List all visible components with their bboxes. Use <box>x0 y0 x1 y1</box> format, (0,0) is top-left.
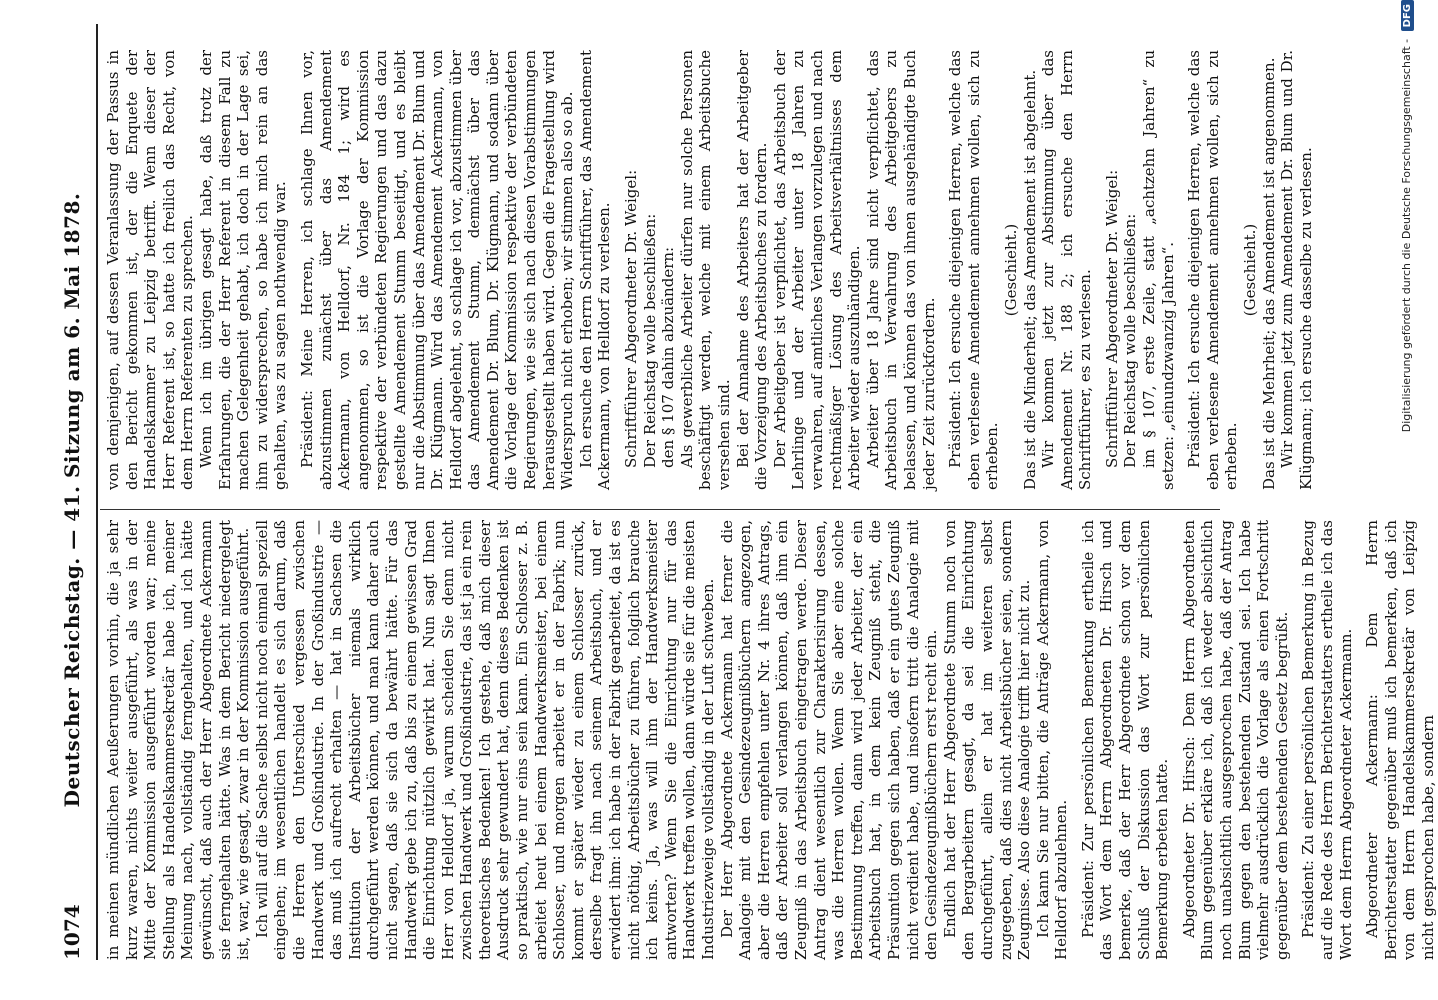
paragraph: von demjenigen, auf dessen Veranlassung der Passus in den Bericht gekommen ist, der die Enquete der Handelskammer zu Leipzig betrifft. Wenn dieser der Herr Referent ist, so hatte ich freilich das Recht, von dem Herrn Referenten zu sprechen. <box>104 50 197 490</box>
paragraph: Präsident: Ich ersuche diejenigen Herren, welche das eben verlesene Amendement annehmen wollen, sich zu erheben. <box>1185 50 1241 490</box>
page-number: 1074 <box>60 904 84 960</box>
left-column <box>104 520 1438 960</box>
paragraph: Arbeiter über 18 Jahre sind nicht verpflichtet, das Arbeitsbuch in Verwahrung des Arbeitgebers zu belassen, und können das von ihnen ausgehändigte Buch jeder Zeit zurückfordern. <box>863 50 938 490</box>
credit-text: Digitalisierung gefördert durch die Deutsche Forschungsgemeinschaft - <box>1400 38 1413 433</box>
paragraph: Ich will auf die Sache selbst nicht noch einmal speziell eingehen; im wesentlichen handelt es sich darum, daß die Herren den Unterschied vergessen zwischen Handwerk und Großindustrie. In der Großindustrie — das muß ich aufrecht erhalten — hat in Sachsen die Institution der Arbeitsbücher niemals wirklich durchgeführt werden können, und man kann daher auch nicht sagen, daß sie sich da bewährt hätte. Für das Handwerk gebe ich zu, daß bis zu einem gewissen Grad die Einrichtung nützlich gewirkt hat. Nun sagt Ihnen Herr von Helldorf ja, warum scheiden Sie denn nicht zwischen Handwerk und Großindustrie, das ist ja ein rein theoretisches Bedenken! Ich gestehe, daß mich dieser Ausdruck sehr gewundert hat, denn dieses Bedenken ist so praktisch, wie nur eins sein kann. Ein Schlosser z. B. arbeitet heut bei einem Handwerksmeister, bei einem Schlosser, und morgen arbeitet er in der Fabrik; nun kommt er später wieder zu einem Schlosser zurück, derselbe fragt ihn nach seinem Arbeitsbuch, und er erwidert ihm: ich habe in der Fabrik gearbeitet, da ist es nicht nöthig, Arbeitsbücher zu führen, folglich brauche ich keins. Ja, was will ihm der Handwerksmeister antworten? Wenn Sie die Einrichtung nur für das Handwerk treffen wollen, dann würde sie für die meisten Industriezweige vollständig in der Luft schweben. <box>252 520 717 960</box>
paragraph: Abgeordneter Ackermann: Dem Herrn Berichterstatter gegenüber muß ich bemerken, daß ich von dem Herrn Handelskammersekretär von Leipzig nicht gesprochen habe, sondern <box>1363 520 1437 960</box>
paragraph: Wir kommen jetzt zur Abstimmung über das Amendement Nr. 188 2; ich ersuche den Herrn Schriftführer, es zu verlesen. <box>1039 50 1095 490</box>
right-column <box>104 50 1315 490</box>
paragraph: Schriftführer Abgeordneter Dr. Weigel: <box>1102 169 1121 468</box>
paragraph: Das ist die Minderheit; das Amendement ist abgelehnt. <box>1020 69 1039 490</box>
paragraph: Bei der Annahme des Arbeiters hat der Arbeitgeber die Vorzeigung des Arbeitsbuches zu fordern. <box>733 50 771 490</box>
paragraph: Präsident: Ich ersuche diejenigen Herren, welche das eben verlesene Amendement annehmen wollen, sich zu erheben. <box>946 50 1002 490</box>
paragraph: Wir kommen jetzt zum Amendement Dr. Blum und Dr. Klügmann; ich ersuche dasselbe zu verlesen. <box>1278 50 1315 490</box>
paragraph: im § 107, erste Zeile, statt „achtzehn Jahren“ zu setzen: „einundzwanzig Jahren“. <box>1140 50 1177 490</box>
paragraph: Endlich hat der Herr Abgeordnete Stumm noch von den Bergarbeitern gesagt, da sei die Einrichtung durchgeführt, allein er hat im weiteren selbst zugegeben, daß dies nicht Arbeitsbücher seien, sondern Zeugnisse. Also diese Analogie trifft hier nicht zu. <box>940 520 1034 960</box>
paragraph: Präsident: Zur persönlichen Bemerkung ertheile ich das Wort dem Herrn Abgeordneten Dr. Hirsch und bemerke, daß der Herr Abgeordnete schon vor dem Schluß der Diskussion das Wort zur persönlichen Bemerkung erbeten hatte. <box>1078 520 1172 960</box>
header-rule <box>96 24 98 960</box>
paragraph: Der Reichstag wolle beschließen: <box>640 213 659 468</box>
stage-direction: (Geschieht.) <box>1001 223 1020 317</box>
column-divider <box>100 509 1220 510</box>
paragraph: den § 107 dahin abzuändern: <box>659 246 678 468</box>
paragraph: Abgeordneter Dr. Hirsch: Dem Herrn Abgeordneten Blum gegenüber erkläre ich, daß ich weder absichtlich noch unabsichtlich ausgesprochen habe, daß der Antrag Blum gegen den bestehenden Zustand sei. Ich habe vielmehr ausdrücklich die Vorlage als einen Fortschritt gegenüber dem bestehenden Gesetz begrüßt. <box>1179 520 1291 960</box>
paragraph: Wenn ich im übrigen gesagt habe, daß trotz der Erfahrungen, die der Herr Referent in diesem Fall zu machen Gelegenheit gehabt, ich doch in der Lage sei, ihm zu widersprechen, so habe ich mich rein an das gehalten, was zu sagen nothwendig war. <box>196 50 290 490</box>
dfg-logo: DFG <box>1401 0 1414 31</box>
paragraph: Der Reichstag wolle beschließen: <box>1121 213 1140 468</box>
paragraph: Als gewerbliche Arbeiter dürfen nur solche Personen beschäftigt werden, welche mit einem Arbeitsbuche versehen sind. <box>677 50 733 490</box>
paragraph: Präsident: Meine Herren, ich schlage Ihnen vor, abzustimmen zunächst über das Amendement Ackermann, von Helldorf, Nr. 184 1; wird es angenommen, so ist die Vorlage der Kommission respektive der verbündeten Regierungen und das dazu gestellte Amendement Stumm beseitigt, und es bleibt nur die Abstimmung über das Amendement Dr. Blum und Dr. Klügmann. Wird das Amendement Ackermann, von Helldorf abgelehnt, so schlage ich vor, abzustimmen über das Amendement Stumm, demnächst über das Amendement Dr. Blum, Dr. Klügmann, und sodann über die Vorlage der Kommission respektive der verbündeten Regierungen, wie sie sich nach diesen Vorabstimmungen herausgestellt haben wird. Gegen die Fragestellung wird Widerspruch nicht erhoben; wir stimmen also so ab. <box>297 50 577 490</box>
paragraph: Ich ersuche den Herrn Schriftführer, das Amendement Ackermann, von Helldorf zu verlesen. <box>576 50 614 490</box>
paragraph: Der Herr Abgeordnete Ackermann hat ferner die Analogie mit den Gesindezeugnißbüchern angezogen, aber die Herren empfehlen unter Nr. 4 ihres Antrags, daß der Arbeiter soll verlangen können, daß ihm ein Zeugniß in das Arbeitsbuch eingetragen werde. Dieser Antrag dient wesentlich zur Charakterisirung dessen, was die Herren wollen. Wenn Sie aber eine solche Bestimmung treffen, dann wird jeder Arbeiter, der ein Arbeitsbuch hat, in dem kein Zeugniß steht, die Präsumtion gegen sich haben, daß er ein gutes Zeugniß nicht verdient habe, und insofern tritt die Analogie mit den Gesindezeugnißbüchern erst recht ein. <box>717 520 941 960</box>
paragraph: Der Arbeitgeber ist verpflichtet, das Arbeitsbuch der Lehrlinge und der Arbeiter unter 18 Jahren zu verwahren, auf amtliches Verlangen vorzulegen und nach rechtmäßiger Lösung des Arbeitsverhältnisses dem Arbeiter wieder auszuhändigen. <box>770 50 864 490</box>
stage-direction: (Geschieht.) <box>1241 223 1260 317</box>
page-header <box>52 0 92 1000</box>
running-head: Deutscher Reichstag. — 41. Sitzung am 6. Mai 1878. <box>60 192 84 808</box>
paragraph: Präsident: Zu einer persönlichen Bemerkung in Bezug auf die Rede des Herrn Berichterstatters ertheile ich das Wort dem Herrn Abgeordneter Ackermann. <box>1299 520 1355 960</box>
digitization-credit <box>1400 0 1414 760</box>
paragraph: Das ist die Mehrheit; das Amendement ist angenommen. <box>1259 57 1278 490</box>
paragraph: Ich kann Sie nur bitten, die Anträge Ackermann, von Helldorf abzulehnen. <box>1033 520 1071 960</box>
paragraph: Schriftführer Abgeordneter Dr. Weigel: <box>622 169 641 468</box>
paragraph: in meinen mündlichen Aeußerungen vorhin, die ja sehr kurz waren, nichts weiter ausgeführt, als was in der Mitte der Kommission ausgeführt worden war; meine Stellung als Handelskammersekretär habe ich, meiner Meinung nach, vollständig ferngehalten, und ich hätte gewünscht, daß auch der Herr Abgeordnete Ackermann sie ferngehalten hätte. Was in dem Bericht niedergelegt ist, war, wie gesagt, zwar in der Kommission ausgeführt. <box>104 520 253 960</box>
